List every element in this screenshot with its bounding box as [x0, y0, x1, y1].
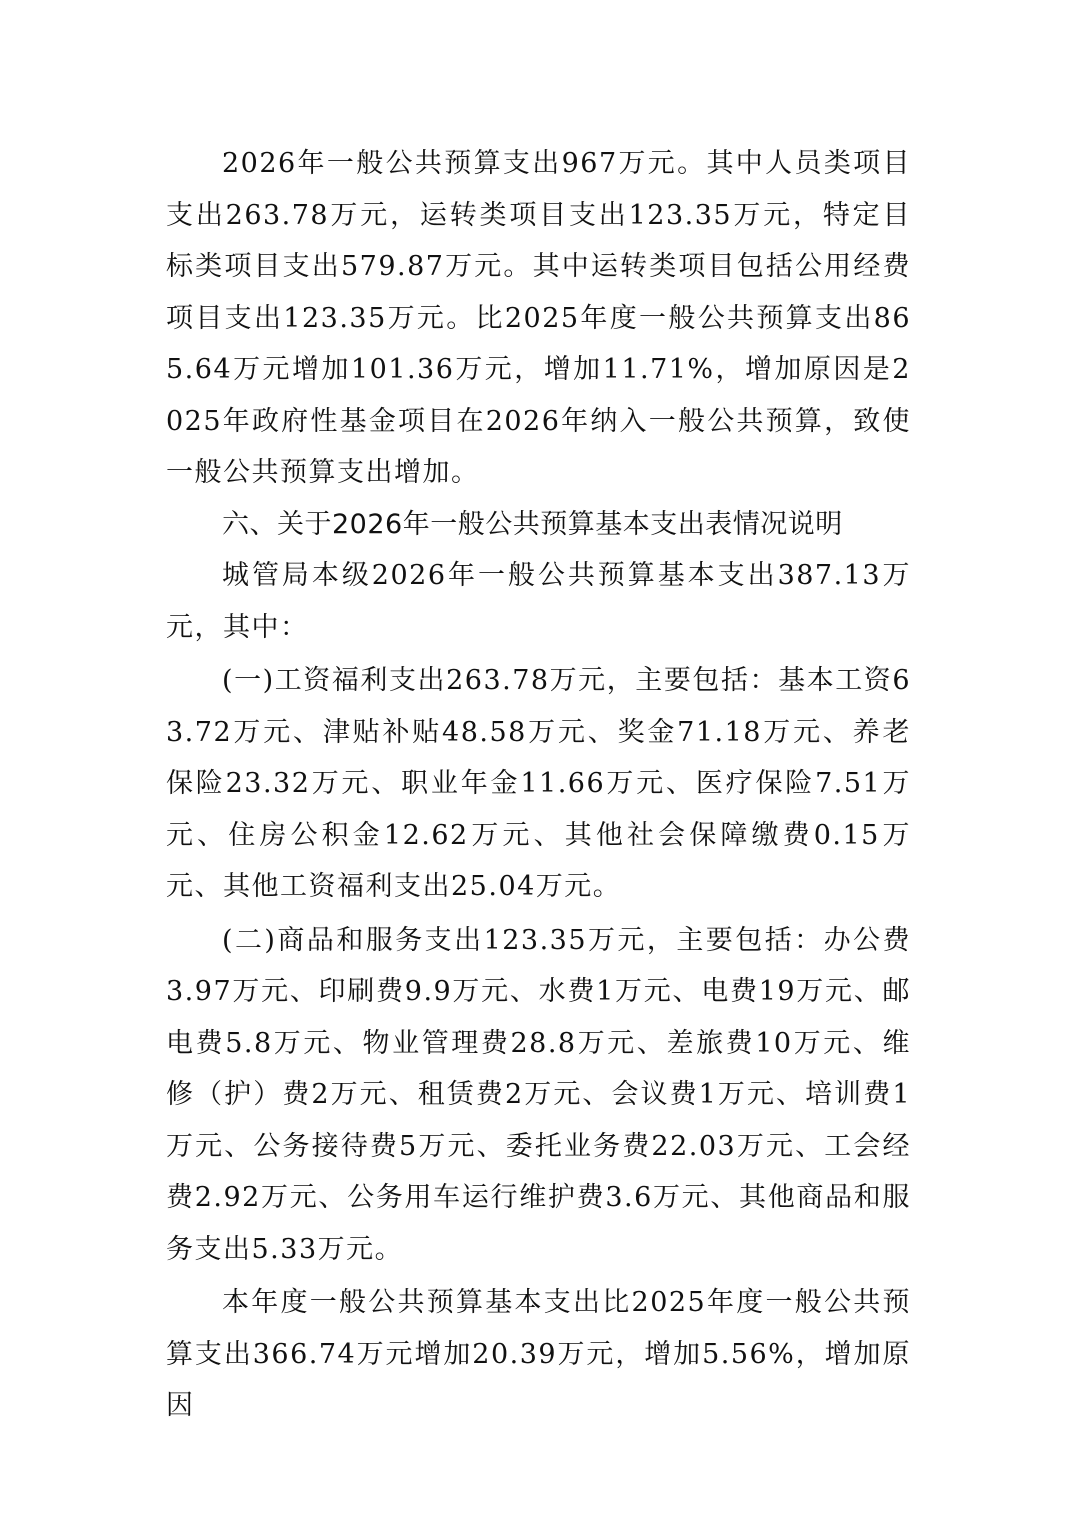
document-page	[166, 138, 911, 1432]
paragraph-salary-welfare: (一)工资福利支出263.78万元，主要包括：基本工资63.72万元、津贴补贴48.58万元、奖金71.18万元、养老保险23.32万元、职业年金11.66万元、医疗保险7.51万元、住房公积金12.62万元、其他社会保障缴费0.15万元、其他工资福利支出25.04万元。	[166, 665, 911, 902]
paragraph-year-comparison: 本年度一般公共预算基本支出比2025年度一般公共预算支出366.74万元增加20.39万元，增加5.56%，增加原因	[166, 1287, 911, 1421]
paragraph-goods-services: (二)商品和服务支出123.35万元，主要包括：办公费3.97万元、印刷费9.9万元、水费1万元、电费19万元、邮电费5.8万元、物业管理费28.8万元、差旅费10万元、维修（护）费2万元、租赁费2万元、会议费1万元、培训费1万元、公务接待费5万元、委托业务费22.03万元、工会经费2.92万元、公务用车运行维护费3.6万元、其他商品和服务支出5.33万元。	[166, 924, 911, 1265]
section-heading-basic-expenditure: 六、关于2026年一般公共预算基本支出表情况说明	[222, 508, 843, 540]
paragraph-budget-expenditure: 2026年一般公共预算支出967万元。其中人员类项目支出263.78万元，运转类项目支出123.35万元，特定目标类项目支出579.87万元。其中运转类项目包括公用经费项目支出123.35万元。比2025年度一般公共预算支出865.64万元增加101.36万元，增加11.71%，增加原因是2025年政府性基金项目在2026年纳入一般公共预算，致使一般公共预算支出增加。	[166, 148, 911, 488]
paragraph-basic-expenditure-total: 城管局本级2026年一般公共预算基本支出387.13万元，其中：	[166, 560, 911, 643]
